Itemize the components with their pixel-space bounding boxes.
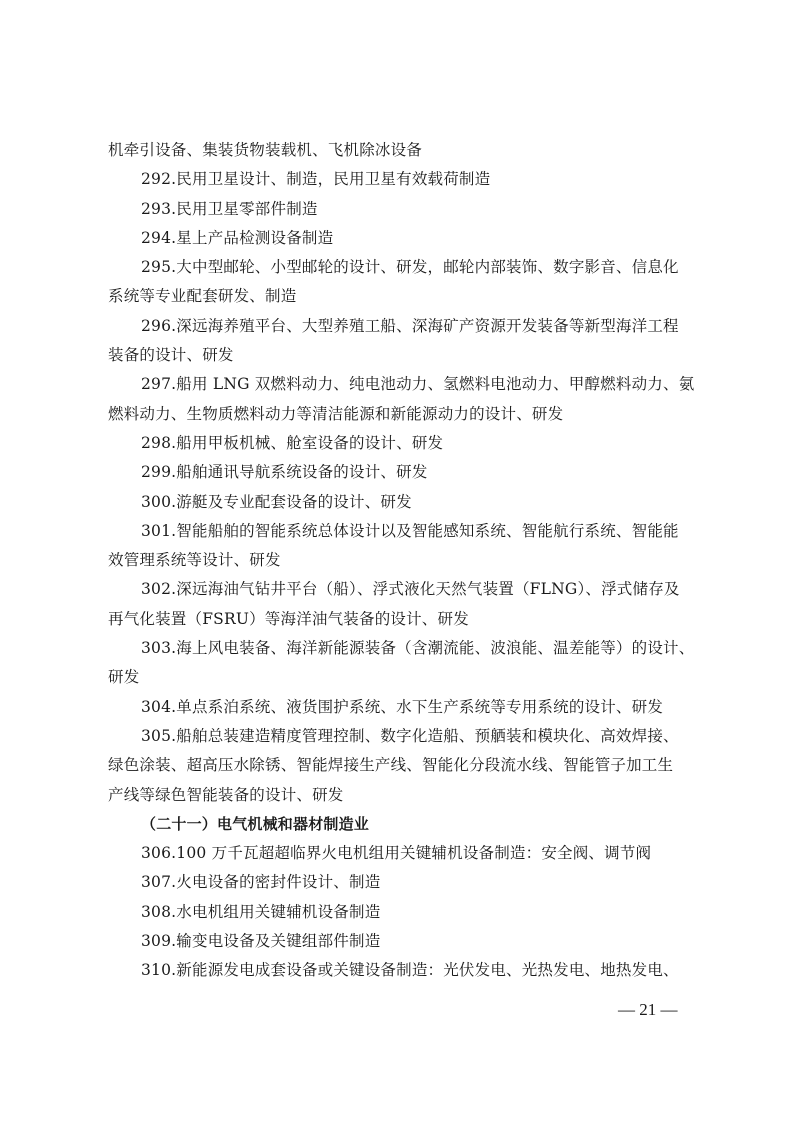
text-line: 302.深远海油气钻井平台（船）、浮式液化天然气装置（FLNG）、浮式储存及	[141, 580, 680, 599]
section-heading: （二十一）电气机械和器材制造业	[141, 814, 370, 833]
text-line: 292.民用卫星设计、制造，民用卫星有效载荷制造	[141, 170, 491, 189]
text-line: 机牵引设备、集装货物装载机、飞机除冰设备	[108, 141, 423, 159]
text-line: 307.火电设备的密封件设计、制造	[141, 873, 381, 892]
text-line: 装备的设计、研发	[108, 346, 234, 365]
text-line: 效管理系统等设计、研发	[108, 551, 281, 570]
page-number: — 21 —	[618, 1000, 678, 1019]
text-line: 研发	[108, 668, 140, 687]
text-line: 309.输变电设备及关键组部件制造	[141, 932, 381, 951]
text-line: 300.游艇及专业配套设备的设计、研发	[141, 492, 412, 511]
text-line: 产线等绿色智能装备的设计、研发	[108, 785, 344, 804]
text-line: 293.民用卫星零部件制造	[141, 199, 318, 218]
text-line: 绿色涂装、超高压水除锈、智能焊接生产线、智能化分段流水线、智能管子加工生	[108, 756, 674, 775]
text-line: 299.船舶通讯导航系统设备的设计、研发	[141, 463, 428, 482]
text-line: 304.单点系泊系统、液货围护系统、水下生产系统等专用系统的设计、研发	[141, 697, 664, 716]
text-line: 296.深远海养殖平台、大型养殖工船、深海矿产资源开发装备等新型海洋工程	[141, 316, 679, 335]
text-line: 305.船舶总装建造精度管理控制、数字化造船、预舾装和模块化、高效焊接、	[141, 726, 679, 745]
text-line: 系统等专业配套研发、制造	[108, 287, 297, 306]
text-line: 308.水电机组用关键辅机设备制造	[141, 902, 381, 921]
text-line: 再气化装置（FSRU）等海洋油气装备的设计、研发	[108, 609, 469, 628]
text-line: 298.船用甲板机械、舱室设备的设计、研发	[141, 433, 444, 452]
text-line: 301.智能船舶的智能系统总体设计以及智能感知系统、智能航行系统、智能能	[141, 521, 679, 540]
text-line: 306.100 万千瓦超超临界火电机组用关键辅机设备制造：安全阀、调节阀	[141, 844, 652, 863]
text-line: 310.新能源发电成套设备或关键设备制造：光伏发电、光热发电、地热发电、	[141, 961, 679, 980]
text-line: 燃料动力、生物质燃料动力等清洁能源和新能源动力的设计、研发	[108, 404, 564, 423]
text-line: 303.海上风电装备、海洋新能源装备（含潮流能、波浪能、温差能等）的设计、	[141, 639, 695, 658]
text-line: 297.船用 LNG 双燃料动力、纯电池动力、氢燃料电池动力、甲醇燃料动力、氨	[141, 375, 695, 394]
text-line: 294.星上产品检测设备制造	[141, 228, 334, 247]
text-line: 295.大中型邮轮、小型邮轮的设计、研发，邮轮内部装饰、数字影音、信息化	[141, 258, 679, 277]
body-text	[108, 136, 695, 986]
